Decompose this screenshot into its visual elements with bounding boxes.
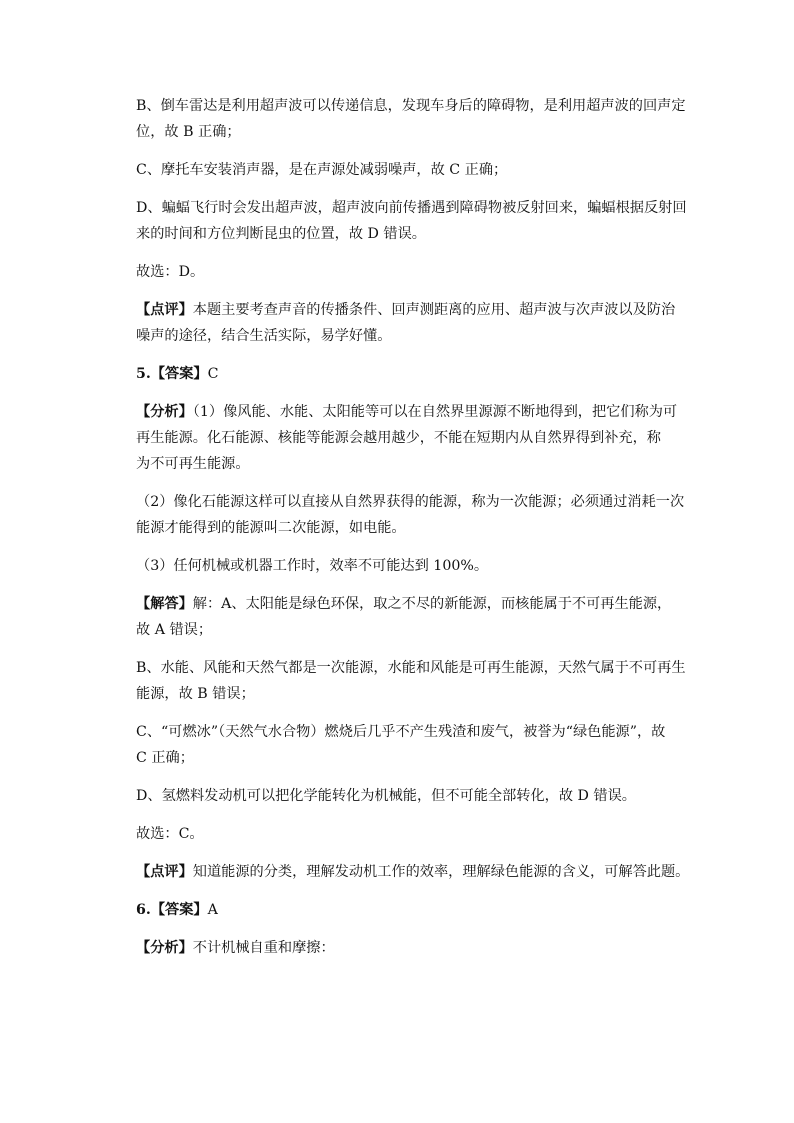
paragraph-line: 【点评】知道能源的分类，理解发动机工作的效率，理解绿色能源的含义，可解答此题。 — [136, 864, 690, 880]
section-tag: 【分析】 — [136, 940, 193, 956]
paragraph — [136, 489, 685, 541]
paragraph — [136, 195, 687, 247]
section-tag: 【分析】 — [136, 404, 193, 420]
paragraph-line: 能源，故 B 错误； — [136, 686, 255, 702]
section-tag: 【答案】 — [150, 366, 208, 382]
paragraph-line: B、水能、风能和天然气都是一次能源，水能和风能是可再生能源，天然气属于不可再生 — [136, 660, 686, 676]
paragraph — [136, 553, 676, 579]
paragraph — [136, 591, 676, 643]
paragraph-line: （2）像化石能源这样可以直接从自然界获得的能源，称为一次能源；必须通过消耗一次 — [136, 494, 685, 510]
paragraph-line: 【解答】解：A、太阳能是绿色环保，取之不尽的新能源，而核能属于不可再生能源， — [136, 596, 672, 612]
paragraph — [136, 157, 676, 183]
paragraph — [136, 783, 676, 809]
question-number: 5. — [136, 366, 151, 382]
paragraph-line: 来的时间和方位判断昆虫的位置，故 D 错误。 — [136, 226, 426, 242]
paragraph-line: 能源才能得到的能源叫二次能源，如电能。 — [136, 520, 406, 536]
section-tag: 【点评】 — [136, 864, 193, 880]
paragraph — [136, 399, 676, 477]
section-tag: 【答案】 — [150, 902, 208, 918]
paragraph-line: C、摩托车安装消声器，是在声源处减弱噪声，故 C 正确； — [136, 162, 508, 178]
paragraph-line: 6.【答案】A — [136, 902, 218, 918]
paragraph-line: 故选：C。 — [136, 826, 204, 842]
paragraph — [136, 93, 686, 145]
paragraph — [136, 361, 676, 387]
paragraph-line: 为不可再生能源。 — [136, 456, 250, 472]
paragraph — [136, 655, 686, 707]
question-number: 6. — [136, 902, 151, 918]
paragraph-line: 【分析】（1）像风能、水能、太阳能等可以在自然界里源源不断地得到，把它们称为可 — [136, 404, 678, 420]
section-tag: 【解答】 — [136, 596, 193, 612]
paragraph-line: 5.【答案】C — [136, 366, 219, 382]
section-tag: 【点评】 — [136, 302, 193, 318]
paragraph-line: 位，故 B 正确； — [136, 124, 241, 140]
paragraph-line: 噪声的途径，结合生活实际，易学好懂。 — [136, 328, 392, 344]
paragraph-line: 故 A 错误； — [136, 622, 213, 638]
paragraph-line: 故选：D。 — [136, 264, 205, 280]
paragraph-line: 【分析】不计机械自重和摩擦： — [136, 940, 335, 956]
paragraph — [136, 859, 690, 885]
paragraph — [136, 259, 676, 285]
paragraph-line: D、蝙蝠飞行时会发出超声波，超声波向前传播遇到障碍物被反射回来，蝙蝠根据反射回 — [136, 200, 687, 216]
paragraph — [136, 297, 676, 349]
paragraph — [136, 719, 676, 771]
paragraph — [136, 897, 676, 923]
document-body — [136, 93, 690, 973]
paragraph-line: 再生能源。化石能源、核能等能源会越用越少，不能在短期内从自然界得到补充，称 — [136, 430, 661, 446]
paragraph — [136, 821, 676, 847]
paragraph-line: B、倒车雷达是利用超声波可以传递信息，发现车身后的障碍物，是利用超声波的回声定 — [136, 98, 686, 114]
paragraph-line: 【点评】本题主要考查声音的传播条件、回声测距离的应用、超声波与次声波以及防治 — [136, 302, 676, 318]
paragraph-line: C 正确； — [136, 750, 194, 766]
paragraph-line: C、“可燃冰”（天然气水合物）燃烧后几乎不产生残渣和废气，被誉为“绿色能源”，故 — [136, 724, 666, 740]
paragraph-line: （3）任何机械或机器工作时，效率不可能达到 100%。 — [136, 558, 489, 574]
paragraph-line: D、氢燃料发动机可以把化学能转化为机械能，但不可能全部转化，故 D 错误。 — [136, 788, 636, 804]
paragraph — [136, 935, 676, 961]
